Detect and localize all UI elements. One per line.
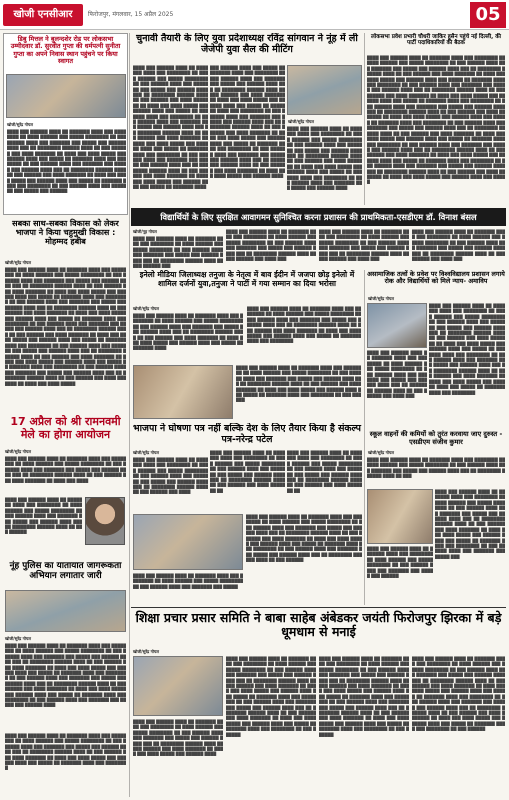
story-body-text: ████ ███ ██████ ████ ██ ███████ ████ ███ ████████ ██ ████ ██████ ███ █████ ████████ ██ ███ ██████ ████ ███ ███████ ███ █████ ███ ██████ ████ ███ ██ ████████ ██████ ████ ██ ███ ██████ ███ ████ ███████ ██ ████ ███ ████ █████ ███ ██████ ████ ███ █████ ██ ███████ ████ ███ ████████ ██ ███ ██████ ████ ███ ███████ ███ █████ ███ ██████ ████ [287, 126, 362, 191]
story-student-safety [131, 228, 506, 268]
dateline: फिरोजपुर, मंगलवार, 15 अप्रैल 2025 [88, 11, 174, 18]
story-byline: खोजी/सुरेंद्र गोयल [368, 296, 394, 301]
story-body-text: ████ ███ ██████ ████ ██ ███████ ████ ███ ████████ ██ ████ ██████ ███ █████ ████████ ██ ███ ██████ ████ ███ ███████ ███ █████ ███ ██████ ████ ███ ██ ████████ ██████ ████ ██ ███ ██████ ███ ████ ███████ ██ ████ ███ ████ █████ ███ ██████ ████ ███ █████ ██ ███████ ████ ███ ████████ ██ ███ ██████ ████ ███ ███████ ███ █████ ███ ██████ ████ ███ ██ ████████ ██████ ████ ██ ███ ██████ ███ ████ ███████ ██ ████ ███ ████ █████ ███ ██████ ████ ███ █████ ██ ███████ ████ ███ ████████ [429, 303, 505, 395]
story-body-text: ████ ███ ██████ ████ ██ ███████ ████ ███ ████████ ██ ████ ██████ ███ █████ ████████ ██ ███ ██████ ████ ███ ███████ ███ █████ ███ ██████ ████ ███ ██ ████████ ██████ ████ ██ ███ ██████ ███ ████ ███████ ██ ████ ███ ████ █████ ███ ██████ ████ ███ █████ ██ ███████ ████ ███ ████████ ██ ███ ██████ ████ ███ ███████ ███ █████ ███ ██████ ████ ███ ██ ████████ ██████ ████ ██ ███ ██████ ███ ████ ███████ ██ ████ ███ ████ █████ ███ ██████ ████ ███ █████ ██ ███████ ████ ███ ████████ ██ ███ ██████ ████ ███ ███████ ███ █████ ███ ██████ ████ ███ ██ ████████ ██████ ████ ██ ███ ██████ ███ ████ ███████ ██ ████ ███ ████ █████ ███ ██████ ████ ███ █████ ██ ███████ ████ [133, 65, 208, 189]
story-body-text: ████ ███ ██████ ████ ██ ███████ ████ ███ ████████ ██ ████ ██████ ███ █████ ████████ ██ ███ ██████ ████ ███ ███████ ███ █████ ███ ██████ ████ ███ ██ ████████ ██████ ████ ██ ███ ██████ ███ ████ ███ [412, 229, 505, 262]
story-byline: खोजी/सुरेंद्र गोयल [133, 306, 159, 311]
story-school-vehicles [366, 430, 506, 605]
story-bjp-development [3, 218, 128, 408]
page-number: 05 [470, 2, 506, 28]
person-portrait [85, 497, 125, 545]
story-photo [133, 656, 223, 716]
story-photo [5, 590, 126, 632]
column-divider [364, 270, 365, 605]
masthead [0, 0, 509, 30]
story-body-text: ████ ███ ██████ ████ ██ ███████ ████ ███ ████████ ██ ████ ██████ ███ █████ ████████ ██ ███ ██████ ████ ███ ███████ ███ █████ ███ ██████ ████ ███ ██ ████████ ██████ ████ ██ ███ ██████ ███ ████ ███████ ██ [210, 450, 285, 493]
story-headline: असामाजिक तत्वों के प्रवेश पर विश्वविद्यालय प्रशासन लगाये रोक और विद्यार्थियों को मिले न्याय- अमाविप [367, 270, 505, 286]
brand-logo: खोजी एनसीआर [3, 4, 83, 26]
story-body-text: ████ ███ ██████ ████ ██ ███████ ████ ███ ████████ ██ ████ ██████ ███ █████ ████████ ██ ███ ██████ ████ ███ ███████ ███ █████ ███ ██████ ████ ███ ██ ████████ ██████ ████ ██ ███ ██████ ███ [133, 236, 223, 268]
story-body-text: ████ ███ ██████ ████ ██ ███████ ████ ███ ████████ ██ ████ ██████ ███ █████ ████████ ██ ███ ██████ ████ ███ ███████ ███ █████ [133, 573, 243, 589]
story-byline: खोजी/सुरेंद्र गोयल [368, 450, 394, 455]
story-university [366, 270, 506, 425]
story-body-text: ████ ███ ██████ ████ ██ ███████ ████ ███ ████████ ██ ████ ██████ ███ █████ ████████ ██ ███ ██████ ████ ███ ███████ ███ █████ ███ ██████ ████ ███ ██ ████████ ██████ ████ ██ ███ ██████ [5, 497, 82, 535]
story-body-text: ████ ███ ██████ ████ ██ ███████ ████ ███ ████████ ██ ████ ██████ ███ █████ ████████ ██ ███ ██████ ████ ███ ███████ ███ █████ ███ ██████ ████ ███ ██ ████████ ██████ ████ ██ ███ ██████ ███ ████ ███████ ██ ████ ███ ████ █████ ███ ██████ ████ ███ █████ ██ ███████ ████ ███ ████████ ██ ███ ██████ [236, 365, 361, 403]
story-party-meeting [366, 33, 506, 215]
story-headline: भाजपा ने घोषणा पत्र नहीं बल्कि देश के लिए तैयार किया है संकल्प पत्र-नरेन्द्र पटेल [133, 423, 361, 445]
column-divider [129, 33, 130, 797]
story-byline: खोजी/सुरेंद्र गोयल [7, 122, 33, 127]
story-headline: चुनावी तैयारी के लिए युवा प्रदेशाध्यक्ष रविंद्र सांगवान ने नूंह में ली जेजेपी युवा सैल की मीटिंग [136, 33, 358, 55]
story-byline: खोजी/सुरेंद्र गोयल [5, 260, 31, 265]
story-body-text: ████ ███ ██████ ████ ██ ███████ ████ ███ ████████ ██ ████ ██████ ███ █████ ████████ ██ ███ ██████ ████ ███ ███████ ███ █████ ███ ██████ ████ ███ ██ ████████ ██████ ████ ██ ███ ██████ ███ ████ ███████ ██ ████ ███ ████ █████ ███ ██████ ████ ███ █████ ██ ███████ ████ ███ ████████ [247, 306, 361, 344]
story-photo [367, 303, 427, 348]
story-photo [367, 489, 433, 544]
story-police-awareness [3, 560, 128, 730]
story-ramnavami-fair [3, 415, 128, 555]
story-body-text: ████ ███ ██████ ████ ██ ███████ ████ ███ ████████ ██ ████ ██████ ███ █████ ████████ ██ ███ ██████ ████ ███ ███████ ███ █████ ███ ██████ ████ ███ ██ ████████ ██████ ████ ██ ███ ██████ ███ ████ ███████ ██ ████ ███ ████ █████ ███ ██████ ████ ███ █████ ██ ███████ ████ ███ ████████ ██ ███ ██████ ████ ███ ███████ ███ █████ ███ [435, 489, 505, 559]
story-body-text: ████ ███ ██████ ████ ██ ███████ ████ ███ ████████ ██ ████ ██████ ███ █████ ████████ ██ ███ ██████ ████ ███ ███████ ███ █████ ███ ██████ ████ ███ ██ ████████ ██████ ████ ██ ███ [367, 457, 505, 479]
story-body-text: ████ ███ ██████ ████ ██ ███████ ████ ███ ████████ ██ ████ ██████ ███ █████ ████████ ██ ███ ██████ ████ ███ ███████ ███ █████ ███ ██████ ████ ███ ██ ████████ ██████ ████ ██ ███ ██████ ███ ████ ███████ ██ ████ ███ ████ █████ ███ ██████ ████ [133, 719, 223, 757]
story-body-text: ████ ███ ██████ ████ ██ ███████ ████ ███ ████████ ██ ████ ██████ ███ █████ ████████ ██ ███ ██████ ████ ███ ███████ ███ █████ ███ ██████ ████ ███ ██ ████████ ██████ ████ ██ ███ ██████ ███ ████ ███████ ██ ████ ███ ████ █████ ███ ██████ ████ ███ █████ ██ ███████ ████ ███ ████████ ██ ███ ██████ ████ ███ ███████ ███ █████ ███ ██████ ████ ███ ██ ████████ ██████ ████ ██ ███ ██████ ███ ████ ███████ ██ ████ ███ ████ █████ ███ ██████ ████ ███ █████ ██ ███████ ████ ███ ████████ ██ ███ ██████ ████ ███ ███████ ███ █████ ███ ██████ [7, 129, 126, 194]
banner-headline: विद्यार्थियों के लिए सुरक्षित आवागमन सुनिश्चित करना प्रशासन की प्राथमिकता-एसडीएम डॉ. विनाश बंसल [131, 208, 506, 226]
story-inld-joining [131, 270, 363, 420]
story-headline: इनेलो मीडिया जिलाध्यक्ष तनुजा के नेतृत्व में बाव ईदीन में जजपा छोड़ इनेलो में शामिल दर्जनों युवा,तनुजा ने पार्टी में गया सम्मान का दिया भरोसा [139, 270, 355, 288]
story-byline: खोजी/सुरेंद्र गोयल [5, 449, 31, 454]
story-body-text: ████ ███ ██████ ████ ██ ███████ ████ ███ ████████ ██ ████ ██████ ███ █████ ████████ ██ ███ ██████ ████ ███ ███████ ███ █████ ███ ██████ ████ ███ ██ ████████ ██████ ████ ██ ███ ██████ ███ ████ ███████ ██ ████ ███ ████ █████ ███ ██████ ████ ███ █████ ██ ███████ ████ ███ ████████ ██ ███ ██████ ████ ███ ███████ ███ █████ ███ ██████ ████ ███ ██ ████████ ██████ ████ ██ ███ ██████ [246, 514, 362, 563]
story-body-text: ████ ███ ██████ ████ ██ ███████ ████ ███ ████████ ██ ████ ██████ ███ █████ ████████ ██ ███ ██████ ████ ███ ███████ ███ █████ ███ ██████ ████ ███ ██ ████████ ██████ ████ ██ ███ ██████ ███ ████ [133, 457, 208, 495]
story-body-text: ████ ███ ██████ ████ ██ ███████ ████ ███ ████████ ██ ████ ██████ ███ █████ ████████ ██ ███ ██████ ████ ███ ███████ ███ █████ ███ ██████ [367, 546, 433, 579]
story-body-text: ████ ███ ██████ ████ ██ ███████ ████ ███ ████████ ██ ████ ██████ ███ █████ ████████ ██ ███ ██████ ████ ███ ███████ ███ █████ ███ ██████ ████ ███ ██ ████████ ██████ ████ ██ ███ ██████ ███ ████ ███████ ██ ████ ███ ████ █████ ███ ██████ ████ ███ █████ ██ ███████ ████ ███ ████████ ██ ███ ██████ ████ ███ ███████ ███ █████ ███ ██████ ████ ███ ██ ████████ ██████ ████ ██ ███ ██████ ███ ████ ███████ ██ ████ ███ ████ █████ ███ ██████ ████ ███ █████ ██ ███████ ████ ███ ████████ ██ ███ ██████ ████ ███ ███████ ███ █████ ███ ██████ ████ [5, 643, 126, 708]
story-body-text: ████ ███ ██████ ████ ██ ███████ ████ ███ ████████ ██ ████ ██████ ███ █████ ████████ ██ ███ ██████ ████ ███ ███████ ███ █████ ███ ██████ ████ ███ ██ ████████ ██████ ████ ██ ███ ██████ ███ ████ ███████ ██ ████ ███ ████ █████ ███ ██████ ████ ███ █████ ██ ███████ ████ ███ ████████ ██ ███ ██████ ████ ███ ███████ ███ █████ ███ ██████ ████ ███ ██ ████████ ██████ ████ ██ ███ ██████ ███ ████ ███████ ██ ████ ███ ████ █████ ███ ██████ ████ ███ █████ ██ ███████ ████ ███ ████████ ██ ███ ██████ ████ ███ ███████ ███ █████ ███ ██████ ████ ███ ██ ████████ ██████ ████ ██ ███ ██████ ███ ████ ███████ ██ ████ ███ ████ █████ ███ ██████ ████ ███ █████ ██ ███████ ████ ███ ████████ ██ ███ ██████ ████ ███ ███████ ███ █████ ███ ██████ ████ ███ ██ ████████ ██████ ████ ██ ███ ██████ ███ ████ ███████ ██ ████ ███ ████ █████ ███ ██████ ████ ███ █████ ██ ███████ ████ ███ ████████ ██ ███ ██████ ████ ███ ███████ ███ █████ ███ ██████ ████ ███ ██ ████████ ██████ ████ ██ ███ ██████ ███ ████ ███████ ██ ████ ███ ████ █████ ███ ██████ ████ ███ █████ ██ ███████ ████ ███ ████████ ██ ███ ██████ ████ ███ ███████ ███ █████ ███ ██████ ████ ███ ██ ████████ ██████ ████ ██ ███ ██████ ███ ████ ███████ ██ ████ ███ ████ █████ ███ ██████ ████ ███ █████ [367, 55, 505, 185]
story-headline: लोकसभा प्रवेश प्रभारी चौधरी जाकिर हुसैन पहुंचे नई दिल्ली, की पार्टी पदाधिकारियों की बैठक [371, 34, 501, 47]
story-body-text: ████ ███ ██████ ████ ██ ███████ ████ ███ ████████ ██ ████ ██████ ███ █████ ████████ ██ ███ ██████ ████ ███ ███████ ███ █████ ███ ██████ ████ ███ ██ ████████ ██████ ████ ██ ███ ██████ ███ ████ ███████ ██ ████ ███ ████ [5, 456, 126, 483]
story-body-text: ████ ███ ██████ ████ ██ ███████ ████ ███ ████████ ██ ████ ██████ ███ █████ ████████ ██ ███ ██████ ████ ███ ███████ ███ █████ ███ ██████ ████ ███ ██ ████████ ██████ ████ ██ ███ ██████ ███ ████ ███████ ██ ████ ███ ████ █████ ███ ██████ ████ ███ █████ ██ ███████ ████ ███ ████████ [5, 733, 126, 771]
story-body-text: ████ ███ ██████ ████ ██ ███████ ████ ███ ████████ ██ ████ ██████ ███ █████ ████████ ██ ███ ██████ ████ ███ ███████ ███ █████ ███ ██████ ████ ███ ██ ████████ ██████ ████ ██ ███ ██████ ███ ████ ███████ ██ [287, 450, 362, 493]
story-jjp-meeting [131, 33, 363, 215]
story-headline: शिक्षा प्रचार प्रसार समिति ने बाबा साहेब अंबेडकर जयंती फिरोजपुर झिरका में बड़े धूमधाम से मनाई [135, 610, 502, 640]
divider [131, 607, 506, 608]
story-body-text: ████ ███ ██████ ████ ██ ███████ ████ ███ ████████ ██ ████ ██████ ███ █████ ████████ ██ ███ ██████ ████ ███ ███████ ███ █████ ███ ██████ ████ ███ ██ ████████ ██████ ████ ██ ███ ██████ ███ ████ ███████ ██ ████ ███ ████ █████ ███ ██████ ████ ███ █████ ██ ███████ ████ ███ ████████ ██ ███ ██████ ████ ███ ███████ ███ █████ ███ ██████ ████ ███ ██ ████████ ██████ ████ ██ ███ ██████ ███ ████ ███████ ██ ████ ███ ████ █████ ███ ██████ ████ ███ █████ ██ ███████ ████ ███ ████████ ██ ███ ██████ [226, 656, 316, 737]
story-body-text: ███ ██████ ████ ███ █████ ██ ███████ ████ ███ ████████ ██ ███ ██████ ████ ███ ███████ ███ █████ ███ ██████ ████ ███ ██ ████████ ██████ ████ ██ ███ ██████ ███ ████ ███████ ██ ████ ███ ████ █████ ███ ██████ ████ ███ █████ ██ ███████ ████ ███ ████████ ██ ███ ██████ ████ ███ ███████ ███ █████ ███ ██████ ████ ███ ██ ████████ ██████ ████ ██ ███ ██████ ███ ████ ███████ ██ ████ ███ ████ █████ ███ ██████ ████ ███ █████ ██ ███████ ████ ███ ████████ ██ ███ ██████ ████ ███ ███████ ███ █████ ███ ██████ ████ ███ ██ ████████ ██████ ████ ██ ███ ██████ ███ ████ ███████ ██ ████ ███ ████ █████ ███ ██████ ████ [210, 65, 285, 179]
story-byline: खोजी/सुरेंद्र गोयल [133, 450, 159, 455]
story-body-text: ████ ███ ██████ ████ ██ ███████ ████ ███ ████████ ██ ████ ██████ ███ █████ ████████ ██ ███ ██████ ████ ███ ███████ ███ █████ ███ ██████ ████ ███ ██ ████████ ██████ ████ ██ ███ ██████ ███ ████ ███████ ██ ████ ███ ████ █████ ███ ██████ ████ ███ █████ ██ ███████ ████ [133, 313, 243, 351]
story-headline: सबका साथ-सबका विकास को लेकर भाजपा ने किया चहुमुखी विकास : मोहम्मद हबीब [12, 219, 119, 247]
story-body-text: ████ ███ ██████ ████ ██ ███████ ████ ███ ████████ ██ ████ ██████ ███ █████ ████████ ██ ███ ██████ ████ ███ ███████ ███ █████ ███ ██████ ████ ███ ██ ████████ ██████ ████ ██ ███ ██████ ███ ████ ███ [226, 229, 316, 262]
story-photo [133, 365, 233, 419]
story-body-text: ████ ███ ██████ ████ ██ ███████ ████ ███ ████████ ██ ████ ██████ ███ █████ ████████ ██ ███ ██████ ████ ███ ███████ ███ █████ ███ ██████ ████ ███ ██ ████████ ██████ ████ ██ ███ ██████ ███ ████ ███████ ██ ████ ███ ████ █████ ███ ██████ ████ ███ █████ ██ ███████ ████ ███ ████████ ██ ███ ██████ ████ ███ ███████ ███ █████ ███ ██████ ████ ███ ██ ████████ ██████ ████ ██ ███ ██████ ███ ████ ███████ ██ ████ ███ ████ █████ ███ ██████ ████ ███ █████ ██ ███████ ████ ███ ████████ ██ ███ ██████ [319, 656, 409, 737]
story-byline: खोजी/सुरेंद्र गोयल [288, 119, 314, 124]
story-body-text: ████ ███ ██████ ████ ██ ███████ ████ ███ ████████ ██ ████ ██████ ███ █████ ████████ ██ ███ ██████ ████ ███ ███████ ███ █████ ███ ██████ ████ ███ ██ ████████ ██████ ████ ██ ███ ██████ ███ ████ ███████ ██ ████ ███ ████ █████ ███ ██████ ████ ███ █████ ██ ███████ ████ ███ ████████ ██ ███ ██████ ████ ███ ███████ ███ █████ ███ ██████ ████ ███ ██ ████████ ██████ ████ ██ ███ ██████ ███ ████ ███████ ██ ████ ███ ████ █████ ███ ██████ ████ ███ █████ ██ ███████ ████ ███ ████████ ██ ███ ██████ [412, 656, 505, 732]
story-body-text: ████ ███ ██████ ████ ██ ███████ ████ ███ ████████ ██ ████ ██████ ███ █████ ████████ ██ ███ ██████ ████ ███ ███████ ███ █████ ███ ██████ ████ ███ ██ ████████ ██████ ████ ██ ███ ██████ ███ ████ ███ [367, 350, 427, 399]
story-photo [133, 514, 243, 570]
column-divider [364, 33, 365, 205]
story-headline: नूंह पुलिस का यातायात जागरूकता अभियान लगातार जारी [9, 561, 122, 582]
story-bjp-manifesto [131, 423, 363, 605]
story-headline: 17 अप्रैल को श्री रामनवमी मेले का होगा आयोजन [10, 415, 121, 441]
story-byline: खोजी/नूह गोयल [133, 229, 157, 234]
story-headline: स्कूल वाहनों की कमियों को तुरंत करवाया जाए दुरुस्त - एसडीएम संजीव कुमार [369, 430, 503, 446]
story-welcome [3, 33, 128, 215]
story-photo [6, 74, 126, 118]
story-ambedkar-jayanti [131, 609, 506, 797]
story-byline: खोजी/सुरेंद्र गोयल [5, 636, 31, 641]
story-headline: डिबु मित्तल ने बुलन्दशेर रोड पर लोकसभा उम्मीदवार डॉ. सुरवीत गुप्ता की धर्मपत्नी सुनीता गुप्ता का अपने निवास स्थान पहुंचने पर किया स्वागत [10, 35, 121, 66]
story-body-text: ████ ███ ██████ ████ ██ ███████ ████ ███ ████████ ██ ████ ██████ ███ █████ ████████ ██ ███ ██████ ████ ███ ███████ ███ █████ ███ ██████ ████ ███ ██ ████████ ██████ ████ ██ ███ ██████ ███ ████ ███ [319, 229, 409, 262]
story-body-text: ████ ███ ██████ ████ ██ ███████ ████ ███ ████████ ██ ████ ██████ ███ █████ ████████ ██ ███ ██████ ████ ███ ███████ ███ █████ ███ ██████ ████ ███ ██ ████████ ██████ ████ ██ ███ ██████ ███ ████ ███████ ██ ████ ███ ████ █████ ███ ██████ ████ ███ █████ ██ ███████ ████ ███ ████████ ██ ███ ██████ ████ ███ ███████ ███ █████ ███ ██████ ████ ███ ██ ████████ ██████ ████ ██ ███ ██████ ███ ████ ███████ ██ ████ ███ ████ █████ ███ ██████ ████ ███ █████ ██ ███████ ████ ███ ████████ ██ ███ ██████ ████ ███ ███████ ███ █████ ███ ██████ ████ ███ ██ ████████ ██████ ████ ██ ███ ██████ ███ ████ ███████ ██ ████ ███ ████ █████ ███ ██████ ████ ███ █████ ██ ███████ ████ ███ ████████ ██ ███ ██████ ████ ███ ███████ ███ █████ ███ ██████ ████ ███ ██ ████████ ██████ ████ ██ ███ ██████ ███ ████ ███████ ██ ████ ███ ████ █████ ███ ██████ ████ ███ █████ ██ ███████ ████ ███ ████████ ██ ███ ██████ ████ ███ ███████ ███ █████ ███ ██████ ████ ███ ██ ████████ ██████ ████ ██ ███ ██████ ███ ████ ███████ ██ ████ ███ ████ █████ [5, 267, 126, 386]
story-byline: खोजी/सुरेंद्र गोयल [133, 649, 159, 654]
story-photo [287, 65, 362, 115]
